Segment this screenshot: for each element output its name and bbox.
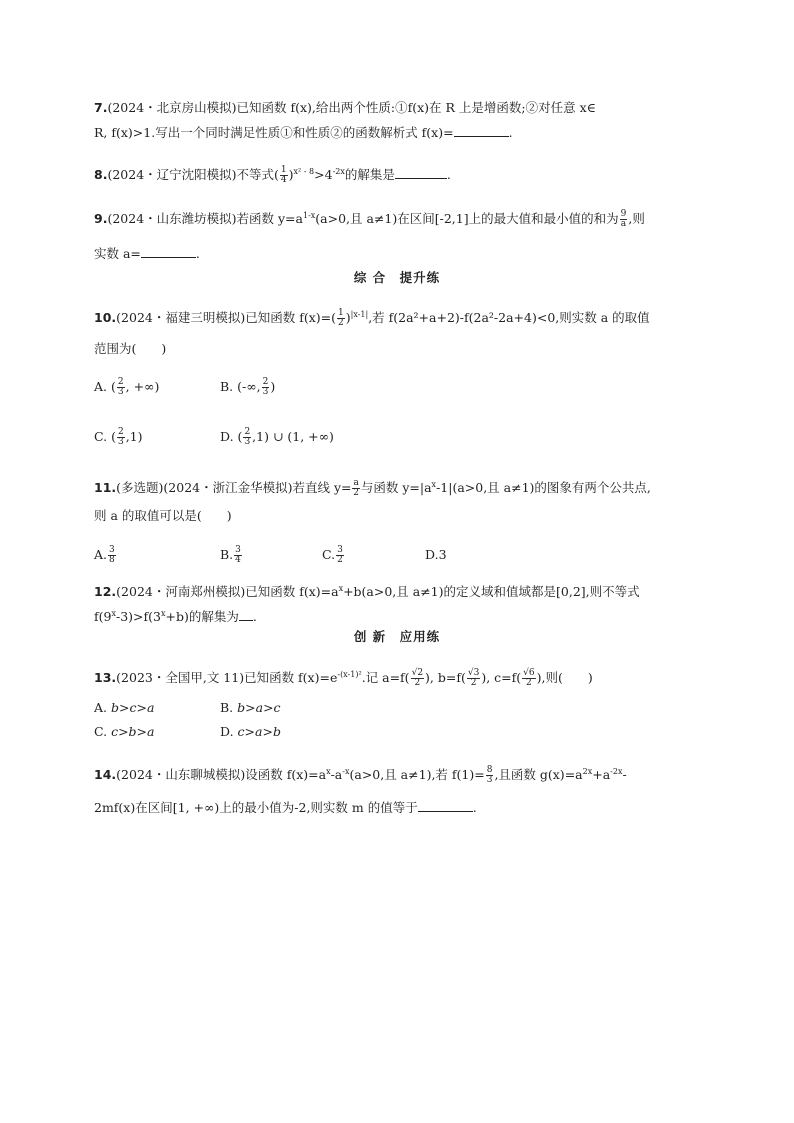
question-text: -: [622, 767, 627, 783]
question-text: (2023・全国甲,文 11)已知函数 f(x)=e: [116, 670, 338, 686]
fraction: $\frac{8}{3}$: [486, 765, 493, 786]
question-text: .记 a=f(: [361, 670, 410, 686]
option-b[interactable]: B. (-∞, $\frac{2}{3}$ ): [220, 377, 276, 397]
question-text: ,则: [628, 211, 645, 227]
question-8-line-1: 8.(2024・辽宁沈阳模拟)不等式( $\frac{1}{4}$ )$^{x^2 - 8}>4^{-2x}$的解集是 .: [94, 165, 451, 186]
option-c[interactable]: C. $\frac{3}{2}$: [322, 545, 343, 565]
fraction: $\frac{1}{2}$: [338, 308, 344, 329]
question-number: 9.: [94, 211, 108, 227]
punctuation: .: [446, 167, 451, 183]
exponent: -2x: [610, 767, 623, 776]
question-7-line-1: [94, 99, 596, 117]
question-text: (2024・河南郑州模拟)已知函数 f(x)=a: [116, 584, 339, 600]
question-text: 2mf(x)在区间[1, +∞)上的最小值为-2,则实数 m 的值等于: [94, 800, 418, 815]
option-d[interactable]: D. ( $\frac{2}{3}$ ,1) ∪ (1, +∞): [220, 427, 334, 447]
fraction: $\frac{a}{2}$: [353, 478, 360, 499]
question-number: 12.: [94, 584, 117, 600]
section-heading-comprehensive: 综 合 提升练: [353, 270, 441, 285]
question-text: (a>0,且 a≠1)在区间[-2,1]上的最大值和最小值的和为: [315, 211, 619, 227]
question-number: 14.: [94, 767, 117, 783]
exponent: x: [431, 480, 437, 489]
question-9-line-1: [94, 207, 645, 229]
option-a[interactable]: A. $\frac{3}{8}$: [94, 545, 115, 565]
question-text: (2024・北京房山模拟)已知函数 f(x),给出两个性质:①f(x)在 R 上是增函数;②对任意 x∈: [107, 100, 596, 115]
question-number: 8.: [94, 167, 108, 183]
section-heading-innovation: 创 新 应用练: [353, 629, 441, 644]
question-text: +b)的解集为: [165, 609, 239, 625]
question-text: +a: [592, 767, 611, 783]
exponent: x: [160, 609, 166, 618]
question-text: -a: [330, 767, 343, 783]
question-number: 11.: [94, 480, 117, 496]
question-10-line-2: 范围为( ): [94, 341, 167, 356]
question-text: (2024・福建三明模拟)已知函数 f(x)=: [116, 310, 332, 326]
exponent: x: [326, 767, 331, 776]
answer-blank[interactable]: [454, 124, 509, 137]
punctuation: .: [195, 246, 200, 261]
question-text: (2024・山东聊城模拟)设函数 f(x)=a: [116, 767, 327, 783]
exponent: 1-x: [302, 211, 316, 220]
fraction: $\frac{√3}{2}$: [467, 668, 480, 689]
question-12-line-2: [94, 605, 257, 626]
question-14-line-1: [94, 763, 627, 785]
exponent: x² - 8: [293, 167, 315, 176]
question-text: ,且函数 g(x)=a: [494, 767, 583, 783]
question-12-line-1: [94, 580, 640, 601]
question-text: ), b=f(: [425, 670, 466, 686]
question-number: 13.: [94, 670, 117, 686]
option-c[interactable]: C. c>b>a: [94, 724, 155, 739]
question-text: (2024・山东潍坊模拟)若函数 y=a: [107, 211, 303, 227]
answer-blank[interactable]: [395, 166, 447, 179]
option-b[interactable]: B. $\frac{3}{4}$: [220, 545, 241, 565]
answer-blank[interactable]: [141, 245, 196, 258]
question-text: f(9: [94, 609, 112, 625]
question-text: -1|(a>0,且 a≠1)的图象有两个公共点,: [436, 480, 651, 496]
question-text: R, f(x)>1.写出一个同时满足性质①和性质②的函数解析式 f(x)=: [94, 125, 454, 140]
question-text: >4: [314, 167, 333, 183]
question-11-line-2: 则 a 的取值可以是( ): [94, 508, 232, 523]
punctuation: .: [472, 800, 477, 815]
fraction: $\frac{√2}{2}$: [411, 668, 424, 689]
question-13-line-1: [94, 666, 593, 688]
question-number: 7.: [94, 100, 108, 115]
question-text: +b(a>0,且 a≠1)的定义域和值域都是[0,2],则不等式: [343, 584, 640, 600]
option-a[interactable]: A. ( $\frac{2}{3}$ , +∞): [94, 377, 160, 397]
answer-blank[interactable]: [239, 608, 253, 621]
exponent: -2x: [332, 167, 345, 176]
question-text: (2024・辽宁沈阳模拟)不等式: [107, 167, 275, 183]
option-d[interactable]: D.3: [425, 547, 447, 562]
option-d[interactable]: D. c>a>b: [220, 724, 281, 739]
option-b[interactable]: B. b>a>c: [220, 700, 281, 715]
fraction: $\frac{1}{4}$: [280, 165, 287, 186]
question-9-line-2: [94, 245, 200, 263]
question-14-line-2: [94, 799, 477, 817]
question-10-line-1: 10.(2024・福建三明模拟)已知函数 f(x)=( $\frac{1}{2}$ )$^{|x-1|}$,若 f(2a²+a+2)-f(2a²-2a+4)<0,则实数 a 的取值: [94, 308, 650, 329]
question-7-line-2: [94, 124, 513, 142]
exponent: |x-1|: [350, 310, 369, 319]
question-text: 与函数 y=|a: [360, 480, 432, 496]
question-text: 的解集是: [344, 167, 395, 183]
question-text: -3)>f(3: [115, 609, 161, 625]
exponent: -x: [342, 767, 350, 776]
question-text: ),则( ): [536, 670, 593, 686]
answer-blank[interactable]: [418, 799, 473, 812]
question-number: 10.: [94, 310, 117, 326]
question-text: ,若 f(2a²+a+2)-f(2a²-2a+4)<0,则实数 a 的取值: [368, 310, 650, 326]
question-text: (多选题)(2024・浙江金华模拟)若直线 y=: [116, 480, 352, 496]
exponent: -(x-1)²: [337, 670, 362, 679]
question-11-line-1: [94, 476, 651, 498]
fraction: $\frac{9}{a}$: [620, 209, 627, 230]
punctuation: .: [508, 125, 513, 140]
exponent: x: [338, 584, 344, 593]
punctuation: .: [252, 609, 257, 625]
question-text: ), c=f(: [481, 670, 522, 686]
option-a[interactable]: A. b>c>a: [94, 700, 155, 715]
question-text: (a>0,且 a≠1),若 f(1)=: [349, 767, 485, 783]
option-c[interactable]: C. ( $\frac{2}{3}$ ,1): [94, 427, 143, 447]
exponent: 2x: [582, 767, 593, 776]
question-text: 实数 a=: [94, 246, 141, 261]
exponent: x: [111, 609, 116, 618]
fraction: $\frac{√6}{2}$: [523, 668, 535, 689]
